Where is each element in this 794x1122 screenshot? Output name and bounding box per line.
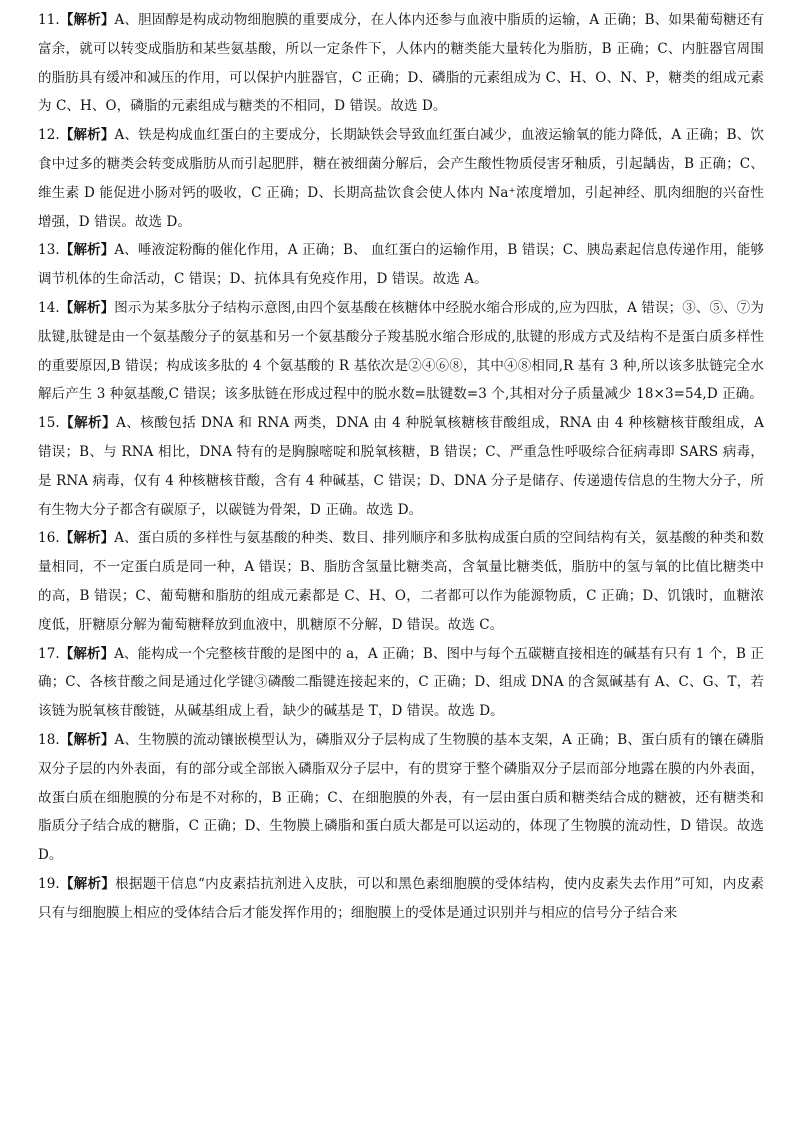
explanation-text: A、唾液淀粉酶的催化作用，A 正确；B、 血红蛋白的运输作用，B 错误；C、胰岛素起信息传递作用，能够调节机体的生命活动，C 错误；D、抗体具有免疫作用，D 错误。故选 A。 bbox=[38, 242, 764, 288]
item-number: 15. bbox=[38, 415, 60, 432]
analysis-tag: 【解析】 bbox=[59, 127, 115, 144]
item-number: 12. bbox=[38, 127, 60, 144]
item-number: 17. bbox=[38, 645, 60, 662]
analysis-tag: 【解析】 bbox=[59, 645, 115, 662]
explanation-text: A、铁是构成血红蛋白的主要成分，长期缺铁会导致血红蛋白减少，血液运输氧的能力降低，A 正确；B、饮食中过多的糖类会转变成脂肪从而引起肥胖，糖在被细菌分解后，会产生酸性物质侵害牙釉质，引起龋齿，B 正确；C、维生素 D 能促进小肠对钙的吸收，C 正确；D、长期高盐饮食会使人体内 Na⁺浓度增加，引起神经、肌肉细胞的兴奋性增强，D 错误。故选 D。 bbox=[38, 127, 764, 230]
item-number: 19. bbox=[38, 875, 60, 892]
analysis-tag: 【解析】 bbox=[59, 242, 115, 259]
analysis-tag: 【解析】 bbox=[59, 12, 115, 28]
explanation-text: A、蛋白质的多样性与氨基酸的种类、数目、排列顺序和多肽构成蛋白质的空间结构有关，氨基酸的种类和数量相同，不一定蛋白质是同一种，A 错误；B、脂肪含氢量比糖类高，含氧量比糖类低，脂肪中的氢与氧的比值比糖类中的高，B 错误；C、葡萄糖和脂肪的组成元素都是 C、H、O，二者都可以作为能源物质，C 正确；D、饥饿时，血糖浓度低，肝糖原分解为葡萄糖释放到血液中，肌糖原不分解，D 错误。故选 C。 bbox=[38, 530, 764, 633]
item-number: 16. bbox=[38, 530, 60, 547]
item-number: 14. bbox=[38, 299, 60, 316]
explanation-19 bbox=[38, 870, 764, 928]
explanation-text: 根据题干信息“内皮素拮抗剂进入皮肤，可以和黑色素细胞膜的受体结构，使内皮素失去作用”可知，内皮素只有与细胞膜上相应的受体结合后才能发挥作用的；细胞膜上的受体是通过识别并与相应的信号分子结合来 bbox=[38, 875, 764, 921]
explanation-15 bbox=[38, 409, 764, 524]
explanation-11 bbox=[38, 6, 764, 121]
analysis-tag: 【解析】 bbox=[59, 299, 115, 316]
analysis-tag: 【解析】 bbox=[59, 731, 115, 748]
explanation-14 bbox=[38, 294, 764, 409]
analysis-tag: 【解析】 bbox=[59, 415, 117, 432]
explanation-text: A、胆固醇是构成动物细胞膜的重要成分，在人体内还参与血液中脂质的运输，A 正确；B、如果葡萄糖还有富余，就可以转变成脂肪和某些氨基酸，所以一定条件下，人体内的糖类能大量转化为脂肪，B 正确；C、内脏器官周围的脂肪具有缓冲和减压的作用，可以保护内脏器官，C 正确；D、磷脂的元素组成为 C、H、O、N、P，糖类的组成元素为 C、H、O，磷脂的元素组成与糖类的不相同，D 错误。故选 D。 bbox=[38, 12, 764, 115]
explanation-text: A、核酸包括 DNA 和 RNA 两类，DNA 由 4 种脱氧核糖核苷酸组成，RNA 由 4 种核糖核苷酸组成，A 错误；B、与 RNA 相比，DNA 特有的是胸腺嘧啶和脱氧核糖，B 错误；C、严重急性呼吸综合征病毒即 SARS 病毒，是 RNA 病毒，仅有 4 种核糖核苷酸，含有 4 种碱基，C 错误；D、DNA 分子是储存、传递遗传信息的生物大分子，所有生物大分子都含有碳原子，以碳链为骨架，D 正确。故选 D。 bbox=[38, 415, 764, 518]
item-number: 18. bbox=[38, 731, 60, 748]
explanation-text: 图示为某多肽分子结构示意图,由四个氨基酸在核糖体中经脱水缩合形成的,应为四肽，A 错误；③、⑤、⑦为肽键,肽键是由一个氨基酸分子的氨基和另一个氨基酸分子羧基脱水缩合形成的,肽键的形成方式及结构不是蛋白质多样性的重要原因,B 错误；构成该多肽的 4 个氨基酸的 R 基依次是②④⑥⑧，其中④⑧相同,R 基有 3 种,所以该多肽链完全水解后产生 3 种氨基酸,C 错误；该多肽链在形成过程中的脱水数=肽键数=3 个,其相对分子质量减少 18×3=54,D 正确。 bbox=[38, 299, 764, 403]
explanation-16 bbox=[38, 524, 764, 639]
explanation-12 bbox=[38, 121, 764, 236]
explanation-text: A、生物膜的流动镶嵌模型认为，磷脂双分子层构成了生物膜的基本支架，A 正确；B、蛋白质有的镶在磷脂双分子层的内外表面，有的部分或全部嵌入磷脂双分子层中，有的贯穿于整个磷脂双分子层而部分地露在膜的内外表面，故蛋白质在细胞膜的分布是不对称的，B 正确；C、在细胞膜的外表，有一层由蛋白质和糖类结合成的糖被，还有糖类和脂质分子结合成的糖脂，C 正确；D、生物膜上磷脂和蛋白质大都是可以运动的，体现了生物膜的流动性，D 错误。故选 D。 bbox=[38, 731, 764, 864]
explanation-18 bbox=[38, 726, 764, 870]
item-number: 13. bbox=[38, 242, 60, 259]
answer-explanations bbox=[38, 6, 764, 928]
explanation-text: A、能构成一个完整核苷酸的是图中的 a，A 正确；B、图中与每个五碳糖直接相连的碱基有只有 1 个，B 正确；C、各核苷酸之间是通过化学键③磷酸二酯键连接起来的，C 正确；D、组成 DNA 的含氮碱基有 A、C、G、T，若该链为脱氧核苷酸链，从碱基组成上看，缺少的碱基是 T，D 错误。故选 D。 bbox=[38, 645, 765, 720]
explanation-13 bbox=[38, 236, 764, 294]
explanation-17 bbox=[38, 640, 764, 726]
item-number: 11. bbox=[38, 12, 60, 28]
analysis-tag: 【解析】 bbox=[59, 875, 116, 892]
analysis-tag: 【解析】 bbox=[59, 530, 115, 547]
